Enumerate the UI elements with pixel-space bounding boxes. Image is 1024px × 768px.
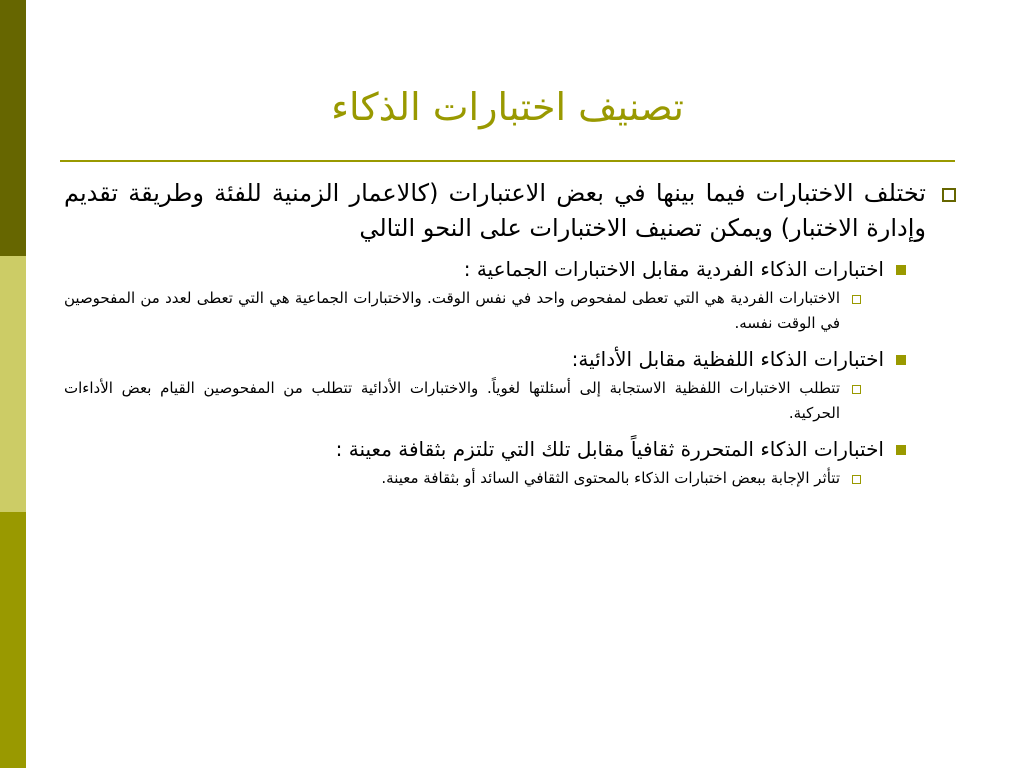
section-heading bbox=[64, 434, 964, 464]
side-band-top bbox=[0, 0, 26, 256]
side-band-bottom bbox=[0, 512, 26, 768]
small-hollow-square-bullet-icon bbox=[852, 385, 861, 394]
main-bullet bbox=[64, 176, 964, 246]
filled-square-bullet-icon bbox=[896, 265, 906, 275]
slide-body bbox=[64, 176, 964, 497]
side-band-middle bbox=[0, 256, 26, 512]
filled-square-bullet-icon bbox=[896, 355, 906, 365]
section-heading-text: اختبارات الذكاء الفردية مقابل الاختبارات الجماعية : bbox=[463, 257, 884, 281]
section-detail-text: الاختبارات الفردية هي التي تعطى لمفحوص واحد في نفس الوقت. والاختبارات الجماعية هي التي تعطى لعدد من المفحوصين في الوقت نفسه. bbox=[64, 289, 840, 332]
section-detail-text: تتأثر الإجابة ببعض اختبارات الذكاء بالمحتوى الثقافي السائد أو بثقافة معينة. bbox=[381, 469, 840, 487]
section-detail bbox=[64, 286, 964, 336]
section-heading bbox=[64, 344, 964, 374]
section-heading bbox=[64, 254, 964, 284]
small-hollow-square-bullet-icon bbox=[852, 295, 861, 304]
small-hollow-square-bullet-icon bbox=[852, 475, 861, 484]
main-bullet-text: تختلف الاختبارات فيما بينها في بعض الاعتبارات (كالاعمار الزمنية للفئة وطريقة تقديم وإدارة الاختبار) ويمكن تصنيف الاختبارات على النحو التالي bbox=[64, 179, 926, 242]
title-divider bbox=[60, 160, 955, 162]
section-heading-text: اختبارات الذكاء المتحررة ثقافياً مقابل تلك التي تلتزم بثقافة معينة : bbox=[335, 437, 884, 461]
hollow-square-bullet-icon bbox=[942, 188, 956, 202]
section-heading-text: اختبارات الذكاء اللفظية مقابل الأدائية: bbox=[571, 347, 884, 371]
section-detail-text: تتطلب الاختبارات اللفظية الاستجابة إلى أسئلتها لغوياً. والاختبارات الأدائية تتطلب من المفحوصين القيام بعض الأداءات الحركية. bbox=[64, 379, 840, 422]
filled-square-bullet-icon bbox=[896, 445, 906, 455]
section-detail bbox=[64, 376, 964, 426]
slide-title: تصنيف اختبارات الذكاء bbox=[331, 85, 684, 129]
section-detail bbox=[64, 466, 964, 491]
